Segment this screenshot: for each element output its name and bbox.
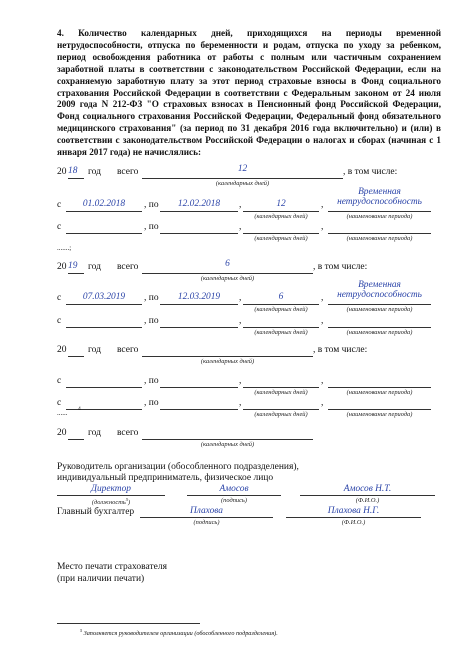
days-caption: (календарных дней)	[254, 411, 308, 418]
year-prefix: 20	[57, 262, 67, 272]
to-date-line	[160, 327, 238, 328]
from-label: с	[57, 200, 62, 210]
period-1-days: 12	[276, 199, 286, 209]
from-label: с	[57, 398, 62, 408]
signature-line	[187, 495, 281, 496]
period-name-line	[328, 327, 431, 328]
stamp-place-label: Место печати страхователя	[57, 562, 167, 572]
position-line	[57, 495, 165, 496]
days-line	[243, 327, 319, 328]
from-date-line	[66, 327, 142, 328]
comma: ,	[239, 222, 242, 232]
comma: ,	[239, 316, 242, 326]
period-1-name: Временная нетрудоспособность	[337, 187, 422, 207]
days-caption: (календарных дней)	[215, 180, 270, 187]
from-date-line	[66, 211, 142, 212]
year-1-total-days: 12	[237, 164, 248, 174]
period-caption: (наименование периода)	[346, 411, 413, 418]
period-caption: (наименование периода)	[346, 235, 413, 242]
period-name-line	[328, 409, 431, 410]
days-line	[243, 409, 319, 410]
days-line	[243, 304, 319, 305]
period-caption: (наименование периода)	[346, 306, 413, 313]
footnote-ref: 4	[78, 406, 81, 412]
period-caption: (наименование периода)	[346, 213, 413, 220]
year-prefix: 20	[57, 167, 67, 177]
from-date-line	[66, 304, 142, 305]
total-days-line	[142, 439, 313, 440]
period-2-days: 6	[278, 292, 284, 302]
to-date-line	[160, 387, 238, 388]
director-signature: Амосов	[219, 484, 249, 494]
including-label: , в том числе:	[343, 167, 398, 177]
comma: ,	[321, 316, 324, 326]
accountant-signature-caption: (подпись)	[193, 519, 220, 526]
comma: ,	[239, 376, 242, 386]
year-2-value: 19	[68, 261, 78, 271]
continuation-dots: ......	[57, 409, 68, 417]
total-days-line	[142, 178, 343, 179]
footnote-separator	[57, 623, 200, 624]
days-caption: (календарных дней)	[254, 389, 308, 396]
period-1-from-date: 01.02.2018	[82, 199, 126, 209]
continuation-dots: .......;	[57, 244, 72, 252]
from-date-line	[66, 387, 142, 388]
comma: ,	[321, 293, 324, 303]
including-label: , в том числе:	[313, 345, 368, 355]
to-date-line	[160, 211, 238, 212]
year-underline	[68, 178, 84, 179]
from-label: с	[57, 293, 62, 303]
stamp-note: (при наличии печати)	[57, 574, 145, 584]
to-label: , по	[144, 398, 159, 408]
head-title-line-1: Руководитель организации (обособленного подразделения),	[57, 462, 299, 472]
period-2-from-date: 07.03.2019	[82, 292, 126, 302]
year-underline	[68, 273, 84, 274]
period-2-to-date: 12.03.2019	[177, 292, 221, 302]
days-caption: (календарных дней)	[254, 235, 308, 242]
including-label: , в том числе:	[313, 262, 368, 272]
comma: ,	[239, 398, 242, 408]
accountant-name-caption: (Ф.И.О.)	[341, 519, 366, 526]
year-prefix: 20	[57, 428, 67, 438]
period-2-name: Временная нетрудоспособность	[337, 280, 422, 300]
comma: ,	[321, 222, 324, 232]
from-date-line	[66, 233, 142, 234]
comma: ,	[321, 200, 324, 210]
chief-accountant-label: Главный бухгалтер	[57, 507, 135, 517]
to-label: , по	[144, 222, 159, 232]
year-prefix: 20	[57, 345, 67, 355]
to-date-line	[160, 233, 238, 234]
year-2-total-days: 6	[225, 259, 230, 269]
signature-caption: (подпись)	[221, 497, 247, 504]
days-line	[243, 211, 319, 212]
from-label: с	[57, 376, 62, 386]
period-1-to-date: 12.02.2018	[177, 199, 221, 209]
to-label: , по	[144, 376, 159, 386]
section-4-intro: 4. Количество календарных дней, приходящихся на периоды временной нетрудоспособности, отпуска по беременности и родам, отпуска по уходу за ребенком, период освобождения работника от работы с полным или частичным сохранением заработной платы в соответствии с законодательством Российской Федерации, если на сохраняемую заработную плату за этот период страховые взносы в Фонд социального страхования Российской Федерации в соответствии с Федеральным законом от 24 июля 2009 года N 212-ФЗ "О страховых взносах в Пенсионный фонд Российской Федерации, Фонд социального страхования Российской Федерации, Федеральный фонд обязательного медицинского страхования" (за период по 31 декабря 2016 года включительно) и (или) в соответствии с законодательством Российской Федерации о налогах и сборах (начиная с 1 января 2017 года) не начислялись:	[57, 28, 441, 158]
name-caption: (Ф.И.О.)	[355, 497, 380, 504]
days-caption: (календарных дней)	[200, 441, 255, 448]
total-days-line	[142, 273, 313, 274]
days-caption: (календарных дней)	[254, 306, 308, 313]
year-1-value: 18	[68, 166, 78, 176]
comma: ,	[239, 293, 242, 303]
year-label: год	[88, 428, 101, 438]
days-caption: (календарных дней)	[254, 329, 308, 336]
accountant-signature: Плахова	[190, 506, 223, 516]
year-label: год	[88, 345, 101, 355]
total-label: всего	[117, 428, 139, 438]
comma: ,	[321, 398, 324, 408]
position-caption: (должность$^5$)	[91, 497, 131, 507]
days-line	[243, 233, 319, 234]
year-underline	[68, 356, 84, 357]
name-line	[300, 495, 435, 496]
period-name-line	[328, 233, 431, 234]
total-label: всего	[117, 345, 139, 355]
total-days-line	[142, 356, 313, 357]
year-underline	[68, 439, 84, 440]
comma: ,	[239, 200, 242, 210]
period-name-line	[328, 304, 431, 305]
accountant-signature-line	[140, 517, 273, 518]
footnote: $^5$ Заполняется руководителем организации (обособленного подразделения).	[80, 628, 278, 638]
accountant-name-line	[286, 517, 421, 518]
to-date-line	[160, 304, 238, 305]
year-label: год	[88, 262, 101, 272]
to-label: , по	[144, 293, 159, 303]
director-position: Директор	[91, 484, 131, 494]
period-caption: (наименование периода)	[346, 329, 413, 336]
accountant-name: Плахова Н.Г.	[327, 506, 380, 516]
days-caption: (календарных дней)	[200, 275, 255, 282]
year-label: год	[88, 167, 101, 177]
total-label: всего	[117, 167, 139, 177]
total-label: всего	[117, 262, 139, 272]
comma: ,	[321, 376, 324, 386]
days-line	[243, 387, 319, 388]
to-date-line	[160, 409, 238, 410]
director-name: Амосов Н.Т.	[343, 484, 392, 494]
days-caption: (календарных дней)	[254, 213, 308, 220]
to-label: , по	[144, 316, 159, 326]
from-label: с	[57, 316, 62, 326]
days-caption: (календарных дней)	[200, 358, 255, 365]
period-name-line	[328, 387, 431, 388]
period-caption: (наименование периода)	[346, 389, 413, 396]
period-name-line	[328, 211, 431, 212]
head-title-line-2: индивидуальный предприниматель, физическое лицо	[57, 473, 274, 483]
from-label: с	[57, 222, 62, 232]
to-label: , по	[144, 200, 159, 210]
